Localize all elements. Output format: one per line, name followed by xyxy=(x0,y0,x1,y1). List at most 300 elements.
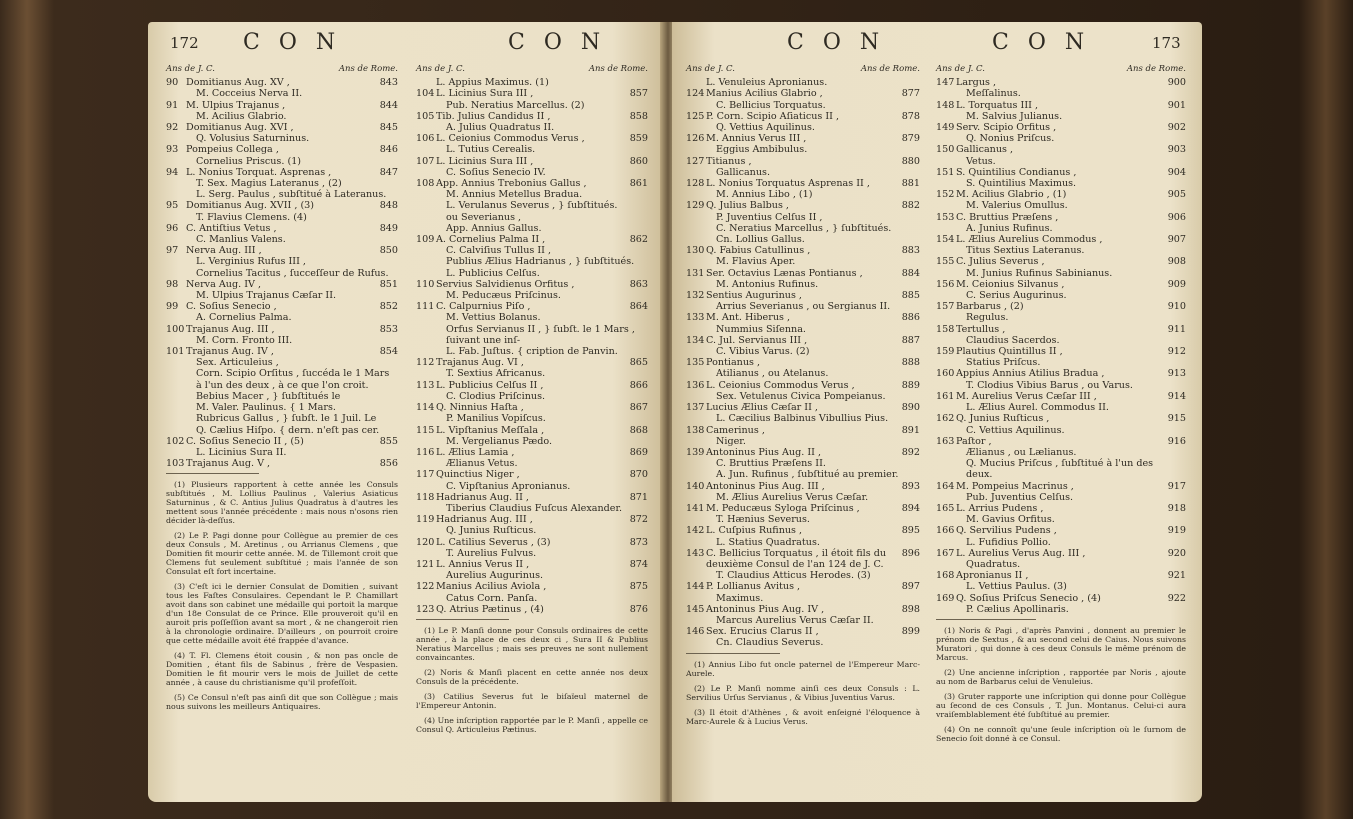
consul-name: L. Statius Quadratus. xyxy=(716,536,820,548)
consul-name: Q. Atrius Pætinus , (4) xyxy=(436,603,544,615)
consul-name: L. Arrius Pudens , xyxy=(956,502,1044,514)
consul-name: M. Acilius Glabrio. xyxy=(196,110,287,122)
year-rome: 894 xyxy=(901,502,920,514)
year-rome: 846 xyxy=(379,144,398,156)
year-ad: 99 xyxy=(166,301,179,313)
consul-name: Paſtor , xyxy=(956,435,992,447)
consul-entry xyxy=(936,593,1186,615)
year-ad: 165 xyxy=(936,502,955,514)
consul-entry xyxy=(416,447,648,469)
consul-name: C. Soſius Senecio IV. xyxy=(446,166,546,178)
consul-name: Meſſalinus. xyxy=(966,88,1021,100)
consul-name: Tertullus , xyxy=(956,323,1006,335)
year-rome: 919 xyxy=(1167,525,1186,537)
footnote: (2) Le P. Manſi nomme ainſi ces deux Consuls : L. Servilius Urſus Servianus , & Vibius Juventius Varus. xyxy=(686,683,920,702)
consul-name: Nerva Aug. III , xyxy=(186,245,262,257)
consul-entry xyxy=(416,77,648,88)
year-ad: 124 xyxy=(686,88,705,100)
column-header-right: Ans de Rome. xyxy=(588,64,648,74)
consul-name: Serv. Scipio Orfitus , xyxy=(956,122,1057,134)
consul-entry xyxy=(936,279,1186,301)
consul-name: M. Flavius Aper. xyxy=(716,256,796,268)
year-rome: 852 xyxy=(379,301,398,313)
year-rome: 860 xyxy=(629,155,648,167)
page-number: 173 xyxy=(1152,34,1181,52)
consul-entry xyxy=(416,514,648,536)
consul-name: Q. Nonius Priſcus. xyxy=(966,133,1055,145)
year-ad: 149 xyxy=(936,122,955,134)
year-rome: 845 xyxy=(379,122,398,134)
consul-name: L. Licinius Sura III , xyxy=(436,88,534,100)
consul-name: Sex. Articuleius , xyxy=(196,357,279,369)
consul-name: Q. Volusius Saturninus. xyxy=(196,133,310,145)
year-rome: 857 xyxy=(629,88,648,100)
consul-entry xyxy=(166,100,398,122)
consul-entry xyxy=(936,167,1186,189)
consul-name: Cornelius Priscus. (1) xyxy=(196,155,302,167)
year-ad: 93 xyxy=(166,144,179,156)
consul-entry xyxy=(166,279,398,301)
column-header-right: Ans de Rome. xyxy=(860,64,920,74)
consul-name: C. Calpurnius Piſo , xyxy=(436,301,531,313)
year-rome: 879 xyxy=(901,133,920,145)
year-ad: 119 xyxy=(416,514,435,526)
year-ad: 152 xyxy=(936,189,955,201)
consul-name: C. Vipſtanius Apronianus. xyxy=(446,480,571,492)
year-ad: 143 xyxy=(686,547,705,559)
consul-name: L. Publicius Celſus. xyxy=(446,267,540,279)
consul-entry xyxy=(416,559,648,581)
consul-name: L. Nonius Torquat. Asprenas , xyxy=(186,166,332,178)
consul-name: T. Clodius Vibius Barus , ou Varus. xyxy=(966,379,1133,391)
consul-entry xyxy=(416,604,648,615)
consul-name: Antoninus Pius Aug. IV , xyxy=(706,603,825,615)
consul-name: Antoninus Pius Aug. II , xyxy=(706,446,822,458)
consul-name: Cn. Claudius Severus. xyxy=(716,637,824,649)
consul-entry xyxy=(166,122,398,144)
consul-name: Pompeius Collega , xyxy=(186,144,279,156)
year-rome: 878 xyxy=(901,110,920,122)
year-ad: 92 xyxy=(166,122,179,134)
left-heading: C O N xyxy=(787,30,886,55)
consul-name: C. Bellicius Torquatus , il étoit fils du deuxième Consul de l'an 124 de J. C. xyxy=(706,547,887,570)
year-rome: 869 xyxy=(629,446,648,458)
year-rome: 855 xyxy=(379,435,398,447)
consul-name: C. Neratius Marcellus , } ſubſtitués. xyxy=(716,222,892,234)
consul-name: ou Severianus , xyxy=(446,211,522,223)
year-rome: 877 xyxy=(901,88,920,100)
year-ad: 113 xyxy=(416,379,435,391)
year-ad: 109 xyxy=(416,234,435,246)
consul-entry xyxy=(686,268,920,290)
year-ad: 114 xyxy=(416,402,435,414)
consul-entry xyxy=(936,77,1186,99)
year-ad xyxy=(416,77,436,88)
consul-name: M. Vettius Bolanus. xyxy=(446,312,541,324)
year-ad: 131 xyxy=(686,267,705,279)
consul-name: Gallicanus. xyxy=(716,166,771,178)
year-ad: 134 xyxy=(686,334,705,346)
consul-name: Antoninus Pius Aug. III , xyxy=(706,480,825,492)
consul-entry xyxy=(686,402,920,424)
year-rome: 918 xyxy=(1167,502,1186,514)
consul-entry xyxy=(416,279,648,301)
consul-name: Orfus Servianus II , } ſubſt. le 1 Mars , ſuivant une inſ- xyxy=(446,323,635,346)
year-ad: 100 xyxy=(166,323,185,335)
year-rome: 903 xyxy=(1167,144,1186,156)
consul-entry xyxy=(166,245,398,279)
column-header xyxy=(166,64,398,75)
year-rome: 914 xyxy=(1167,390,1186,402)
consul-name: Manius Acilius Aviola , xyxy=(436,581,547,593)
column-header-left: Ans de J. C. xyxy=(416,64,465,74)
year-ad: 94 xyxy=(166,166,179,178)
year-ad: 161 xyxy=(936,390,955,402)
consul-name: M. Ceionius Silvanus , xyxy=(956,278,1065,290)
consul-name: Ser. Octavius Lænas Pontianus , xyxy=(706,267,863,279)
year-rome: 843 xyxy=(379,77,398,89)
year-rome: 844 xyxy=(379,99,398,111)
year-ad: 137 xyxy=(686,402,705,414)
consul-name: M. Pompeius Macrinus , xyxy=(956,480,1074,492)
consul-name: Q. Ninnius Haſta , xyxy=(436,402,524,414)
consul-name: P. Cælius Apollinaris. xyxy=(966,603,1069,615)
year-ad: 142 xyxy=(686,525,705,537)
consul-name: Trajanus Aug. VI , xyxy=(436,357,524,369)
consul-entry xyxy=(936,481,1186,503)
year-rome: 848 xyxy=(379,200,398,212)
consul-name: M. Gavius Orfitus. xyxy=(966,514,1055,526)
consul-entry xyxy=(936,570,1186,592)
consul-name: C. Clodius Priſcinus. xyxy=(446,390,546,402)
year-rome: 849 xyxy=(379,222,398,234)
consul-entry xyxy=(936,503,1186,525)
consul-name: Trajanus Aug. III , xyxy=(186,323,275,335)
consul-name: Regulus. xyxy=(966,312,1009,324)
year-rome: 916 xyxy=(1167,435,1186,447)
consul-name: Sex. Vetulenus Civica Pompeianus. xyxy=(716,390,886,402)
consul-name: Servius Salvidienus Orfitus , xyxy=(436,278,575,290)
consul-name: T. Aurelius Fulvus. xyxy=(446,547,537,559)
year-ad: 130 xyxy=(686,245,705,257)
right-heading: C O N xyxy=(992,30,1091,55)
year-rome: 898 xyxy=(901,603,920,615)
year-ad: 112 xyxy=(416,357,435,369)
year-ad: 101 xyxy=(166,346,185,358)
consul-name: L. Licinius Sura III , xyxy=(436,155,534,167)
consul-name: P. Juventius Celſus II , xyxy=(716,211,823,223)
year-rome: 907 xyxy=(1167,234,1186,246)
year-ad xyxy=(686,77,706,88)
consul-entry xyxy=(686,335,920,357)
consul-name: Titus Sextius Lateranus. xyxy=(966,245,1085,257)
consul-name: Hadrianus Aug. III , xyxy=(436,514,533,526)
year-ad: 150 xyxy=(936,144,955,156)
year-ad: 144 xyxy=(686,581,705,593)
consul-name: Plautius Quintillus II , xyxy=(956,346,1063,358)
consul-entry xyxy=(686,312,920,334)
consul-name: A. Jun. Rufinus , ſubſtitué au premier. xyxy=(716,469,899,481)
consul-name: T. Claudius Atticus Herodes. (3) xyxy=(716,570,871,582)
year-rome: 901 xyxy=(1167,99,1186,111)
footnotes xyxy=(416,626,648,734)
consul-entry xyxy=(686,425,920,447)
consul-name: Publius Ælius Hadrianus , } ſubſtitués. xyxy=(446,256,635,268)
consul-entry xyxy=(416,156,648,178)
consul-name: M. Vergelianus Pædo. xyxy=(446,435,553,447)
consul-entry xyxy=(686,447,920,481)
year-rome: 883 xyxy=(901,245,920,257)
consul-name: C. Soſius Senecio II , (5) xyxy=(186,435,304,447)
consul-name: M. Peducæus Syloga Priſcinus , xyxy=(706,502,860,514)
consul-name: C. Vettius Aquilinus. xyxy=(966,424,1065,436)
divider-rule xyxy=(686,653,780,654)
year-ad: 98 xyxy=(166,278,179,290)
consul-name: A. Cornelius Palma II , xyxy=(436,234,546,246)
year-rome: 892 xyxy=(901,446,920,458)
left-running-head xyxy=(148,30,664,60)
consul-name: L. Cæcilius Balbinus Vibullius Pius. xyxy=(716,413,889,425)
consul-entry xyxy=(686,548,920,582)
footnote: (4) On ne connoît qu'une ſeule inſcription où le ſurnom de Senecio ſoit donné à ce Consul. xyxy=(936,724,1186,743)
consul-name: M. Aurelius Verus Cæſar III , xyxy=(956,390,1097,402)
year-rome: 889 xyxy=(901,379,920,391)
consul-name: M. Ant. Hiberus , xyxy=(706,312,791,324)
year-ad: 162 xyxy=(936,413,955,425)
consul-entry xyxy=(936,346,1186,368)
year-rome: 847 xyxy=(379,166,398,178)
year-ad: 128 xyxy=(686,178,705,190)
consul-name: L. Tutius Cerealis. xyxy=(446,144,536,156)
year-rome: 906 xyxy=(1167,211,1186,223)
consul-name: A. Junius Rufinus. xyxy=(966,222,1053,234)
year-ad: 133 xyxy=(686,312,705,324)
year-ad: 108 xyxy=(416,178,435,190)
year-rome: 891 xyxy=(901,424,920,436)
year-rome: 864 xyxy=(629,301,648,313)
right-page-column-2 xyxy=(936,64,1186,743)
consul-name: M. Annius Verus III , xyxy=(706,133,807,145)
consul-entry xyxy=(166,436,398,458)
consul-entry xyxy=(686,200,920,245)
consul-name: P. Corn. Scipio Aſiaticus II , xyxy=(706,110,840,122)
consul-entry xyxy=(936,525,1186,547)
consul-name: L. Fufidius Pollio. xyxy=(966,536,1051,548)
consul-name: Q. Junius Ruſticus. xyxy=(446,525,537,537)
consul-entry xyxy=(686,178,920,200)
consul-name: L. Torquatus III , xyxy=(956,99,1039,111)
consul-name: Aurelius Augurinus. xyxy=(446,570,544,582)
consul-name: Pontianus , xyxy=(706,357,761,369)
year-ad: 126 xyxy=(686,133,705,145)
consul-name: L. Ælius Aurel. Commodus II. xyxy=(966,402,1109,414)
consul-list xyxy=(936,77,1186,615)
year-rome: 899 xyxy=(901,626,920,638)
consul-name: Q. Cælius Hiſpo. { dern. n'eſt pas cer. xyxy=(196,424,380,436)
year-ad: 163 xyxy=(936,435,955,447)
consul-name: C. Calviſius Tullus II , xyxy=(446,245,552,257)
year-ad: 107 xyxy=(416,155,435,167)
year-rome: 858 xyxy=(629,110,648,122)
consul-entry xyxy=(936,391,1186,413)
consul-name: S. Quintilius Condianus , xyxy=(956,166,1077,178)
consul-name: C. Serius Augurinus. xyxy=(966,290,1067,302)
year-ad: 125 xyxy=(686,110,705,122)
consul-entry xyxy=(166,324,398,346)
consul-name: T. Flavius Clemens. (4) xyxy=(196,211,307,223)
year-rome: 922 xyxy=(1167,592,1186,604)
consul-name: Cornelius Tacitus , ſucceſſeur de Rufus. xyxy=(196,267,389,279)
consul-entry xyxy=(416,88,648,110)
year-ad: 158 xyxy=(936,323,955,335)
column-header-left: Ans de J. C. xyxy=(936,64,985,74)
footnote: (3) Catilius Severus fut le biſaïeul maternel de l'Empereur Antonin. xyxy=(416,691,648,710)
consul-name: L. Ælius Aurelius Commodus , xyxy=(956,234,1103,246)
right-heading: C O N xyxy=(508,30,607,55)
year-ad: 164 xyxy=(936,480,955,492)
left-page-column-1 xyxy=(166,64,398,711)
consul-name: C. Soſius Senecio , xyxy=(186,301,277,313)
year-rome: 913 xyxy=(1167,368,1186,380)
year-ad: 120 xyxy=(416,536,435,548)
consul-name: L. Catilius Severus , (3) xyxy=(436,536,551,548)
consul-name: L. Publicius Celſus II , xyxy=(436,379,544,391)
consul-name: L. Vettius Paulus. (3) xyxy=(966,581,1067,593)
year-ad: 110 xyxy=(416,278,435,290)
right-page xyxy=(672,22,1202,802)
consul-name: Hadrianus Aug. II , xyxy=(436,491,529,503)
column-header xyxy=(936,64,1186,75)
consul-name: T. Hænius Severus. xyxy=(716,514,810,526)
consul-name: Gallicanus , xyxy=(956,144,1014,156)
consul-entry xyxy=(416,380,648,402)
footnote: (3) C'eſt ici le dernier Consulat de Domitien , suivant tous les Faſtes Consulaires. Cependant le P. Chamillart avoit dans son cabinet une médaille qui portoit la marque d'un 18e Consulat de ce Prince. Elle prouveroit qu'il en auroit pris poſſeſſion avant sa mort , & ne changeroit rien à la chronologie ordinaire. D'ailleurs , on pourroit croire que cette médaille avoit été frappée d'avance. xyxy=(166,582,398,646)
consul-entry xyxy=(686,581,920,603)
consul-name: Tiberius Claudius Fuſcus Alexander. xyxy=(446,502,623,514)
consul-entry xyxy=(416,357,648,379)
consul-name: L. Aurelius Verus Aug. III , xyxy=(956,547,1086,559)
column-header-left: Ans de J. C. xyxy=(166,64,215,74)
column-header xyxy=(686,64,920,75)
consul-name: Appius Annius Atilius Bradua , xyxy=(956,368,1105,380)
year-rome: 865 xyxy=(629,357,648,369)
consul-name: L. Cuſpius Rufinus , xyxy=(706,525,803,537)
consul-entry xyxy=(686,380,920,402)
consul-name: Manius Acilius Glabrio , xyxy=(706,88,823,100)
consul-name: Quadratus. xyxy=(966,558,1021,570)
consul-entry xyxy=(936,256,1186,278)
footnote: (4) T. Fl. Clemens étoit cousin , & non pas oncle de Domitien , étant fils de Sabinus , frère de Vespasien. Domitien le fit mourir vers le mois de Juillet de cette année , à cause du christianisme qu'il profeſſoit. xyxy=(166,651,398,688)
left-page xyxy=(148,22,664,802)
year-ad: 90 xyxy=(166,77,179,89)
footnote: (1) Noris & Pagi , d'après Panvini , donnent au premier le prénom de Sextus , & au second celui de Caius. Nous suivons Muratori , qui donne à ces deux Consuls le même prénom de Marcus. xyxy=(936,625,1186,662)
consul-name: M. Salvius Julianus. xyxy=(966,110,1063,122)
consul-name: Trajanus Aug. V , xyxy=(186,458,271,470)
consul-entry xyxy=(686,111,920,133)
year-rome: 890 xyxy=(901,402,920,414)
consul-name: L. Ælius Lamia , xyxy=(436,446,515,458)
year-rome: 880 xyxy=(901,155,920,167)
consul-entry xyxy=(686,481,920,503)
consul-entry xyxy=(936,234,1186,256)
year-ad: 103 xyxy=(166,458,185,470)
consul-entry xyxy=(416,234,648,279)
consul-entry xyxy=(416,581,648,603)
consul-name: P. Manilius Vopiſcus. xyxy=(446,413,546,425)
year-rome: 851 xyxy=(379,278,398,290)
consul-name: Largus , xyxy=(956,77,997,89)
consul-name: C. Antiſtius Vetus , xyxy=(186,222,277,234)
consul-name: M. Valerius Omullus. xyxy=(966,200,1068,212)
divider-rule xyxy=(936,619,1036,620)
consul-name: L. Vipſtanius Meſſala , xyxy=(436,424,545,436)
consul-name: Eggius Ambibulus. xyxy=(716,144,808,156)
left-heading: C O N xyxy=(243,30,342,55)
consul-name: Corn. Scipio Orſitus , ſuccéda le 1 Mars à l'un des deux , à ce que l'on croit. xyxy=(196,368,390,391)
footnote: (2) Le P. Pagi donne pour Collègue au premier de ces deux Consuls , M. Aretinus , ou Arrianus Clemens , que Domitien fit mourir cette année. M. de Tillemont croit que Clemens fut seulement subſtitué ; mais l'année de son Consulat eſt fort incertaine. xyxy=(166,531,398,577)
year-ad: 123 xyxy=(416,603,435,615)
consul-name: L. Appius Maximus. (1) xyxy=(436,77,549,89)
year-rome: 910 xyxy=(1167,301,1186,313)
year-ad: 153 xyxy=(936,211,955,223)
consul-name: Quinctius Niger , xyxy=(436,469,520,481)
page-number: 172 xyxy=(170,34,199,52)
year-ad: 117 xyxy=(416,469,435,481)
consul-list xyxy=(416,77,648,615)
year-rome: 876 xyxy=(629,603,648,615)
consul-name: C. Bellicius Torquatus. xyxy=(716,99,826,111)
consul-entry xyxy=(686,77,920,88)
consul-name: M. Annius Metellus Bradua. xyxy=(446,189,583,201)
year-rome: 895 xyxy=(901,525,920,537)
year-ad: 155 xyxy=(936,256,955,268)
year-ad: 147 xyxy=(936,77,955,89)
year-ad: 151 xyxy=(936,166,955,178)
year-rome: 862 xyxy=(629,234,648,246)
footnote: (3) Gruter rapporte une inſcription qui donne pour Collègue au ſecond de ces Consuls , T. Jun. Montanus. Celui-ci aura vraiſemblablement été ſubſtitué au premier. xyxy=(936,691,1186,719)
consul-name: C. Jul. Servianus III , xyxy=(706,334,808,346)
year-ad: 146 xyxy=(686,626,705,638)
consul-name: A. Cornelius Palma. xyxy=(196,312,292,324)
consul-name: Q. Vettius Aquilinus. xyxy=(716,122,815,134)
year-ad: 96 xyxy=(166,222,179,234)
year-ad: 116 xyxy=(416,446,435,458)
consul-entry xyxy=(936,212,1186,234)
year-rome: 888 xyxy=(901,357,920,369)
year-rome: 871 xyxy=(629,491,648,503)
consul-name: Q. Fabius Catullinus , xyxy=(706,245,811,257)
consul-name: M. Acilius Glabrio , (1) xyxy=(956,189,1067,201)
year-ad: 127 xyxy=(686,155,705,167)
consul-name: Domitianus Aug. XVI , xyxy=(186,122,294,134)
footnotes xyxy=(936,626,1186,743)
consul-entry xyxy=(686,357,920,379)
footnote: (1) Plusieurs rapportent à cette année les Consuls subſtitués , M. Lollius Paulinus , Valerius Asiaticus Saturninus , & C. Antius Julius Quadratus à d'autres les mettent sous l'année précédente : mais nous n'osons rien décider là-deſſus. xyxy=(166,480,398,526)
consul-name: Q. Julius Balbus , xyxy=(706,200,789,212)
consul-entry xyxy=(686,290,920,312)
consul-name: T. Sextius Africanus. xyxy=(446,368,546,380)
year-rome: 902 xyxy=(1167,122,1186,134)
year-rome: 866 xyxy=(629,379,648,391)
consul-name: Bebius Macer , } ſubſtitués le xyxy=(196,390,341,402)
consul-name: Ælianus , ou Lælianus. xyxy=(966,446,1077,458)
right-page-column-1 xyxy=(686,64,920,726)
year-ad: 104 xyxy=(416,88,435,100)
year-rome: 921 xyxy=(1167,570,1186,582)
year-rome: 896 xyxy=(901,547,920,559)
consul-entry xyxy=(936,100,1186,122)
year-rome: 917 xyxy=(1167,480,1186,492)
